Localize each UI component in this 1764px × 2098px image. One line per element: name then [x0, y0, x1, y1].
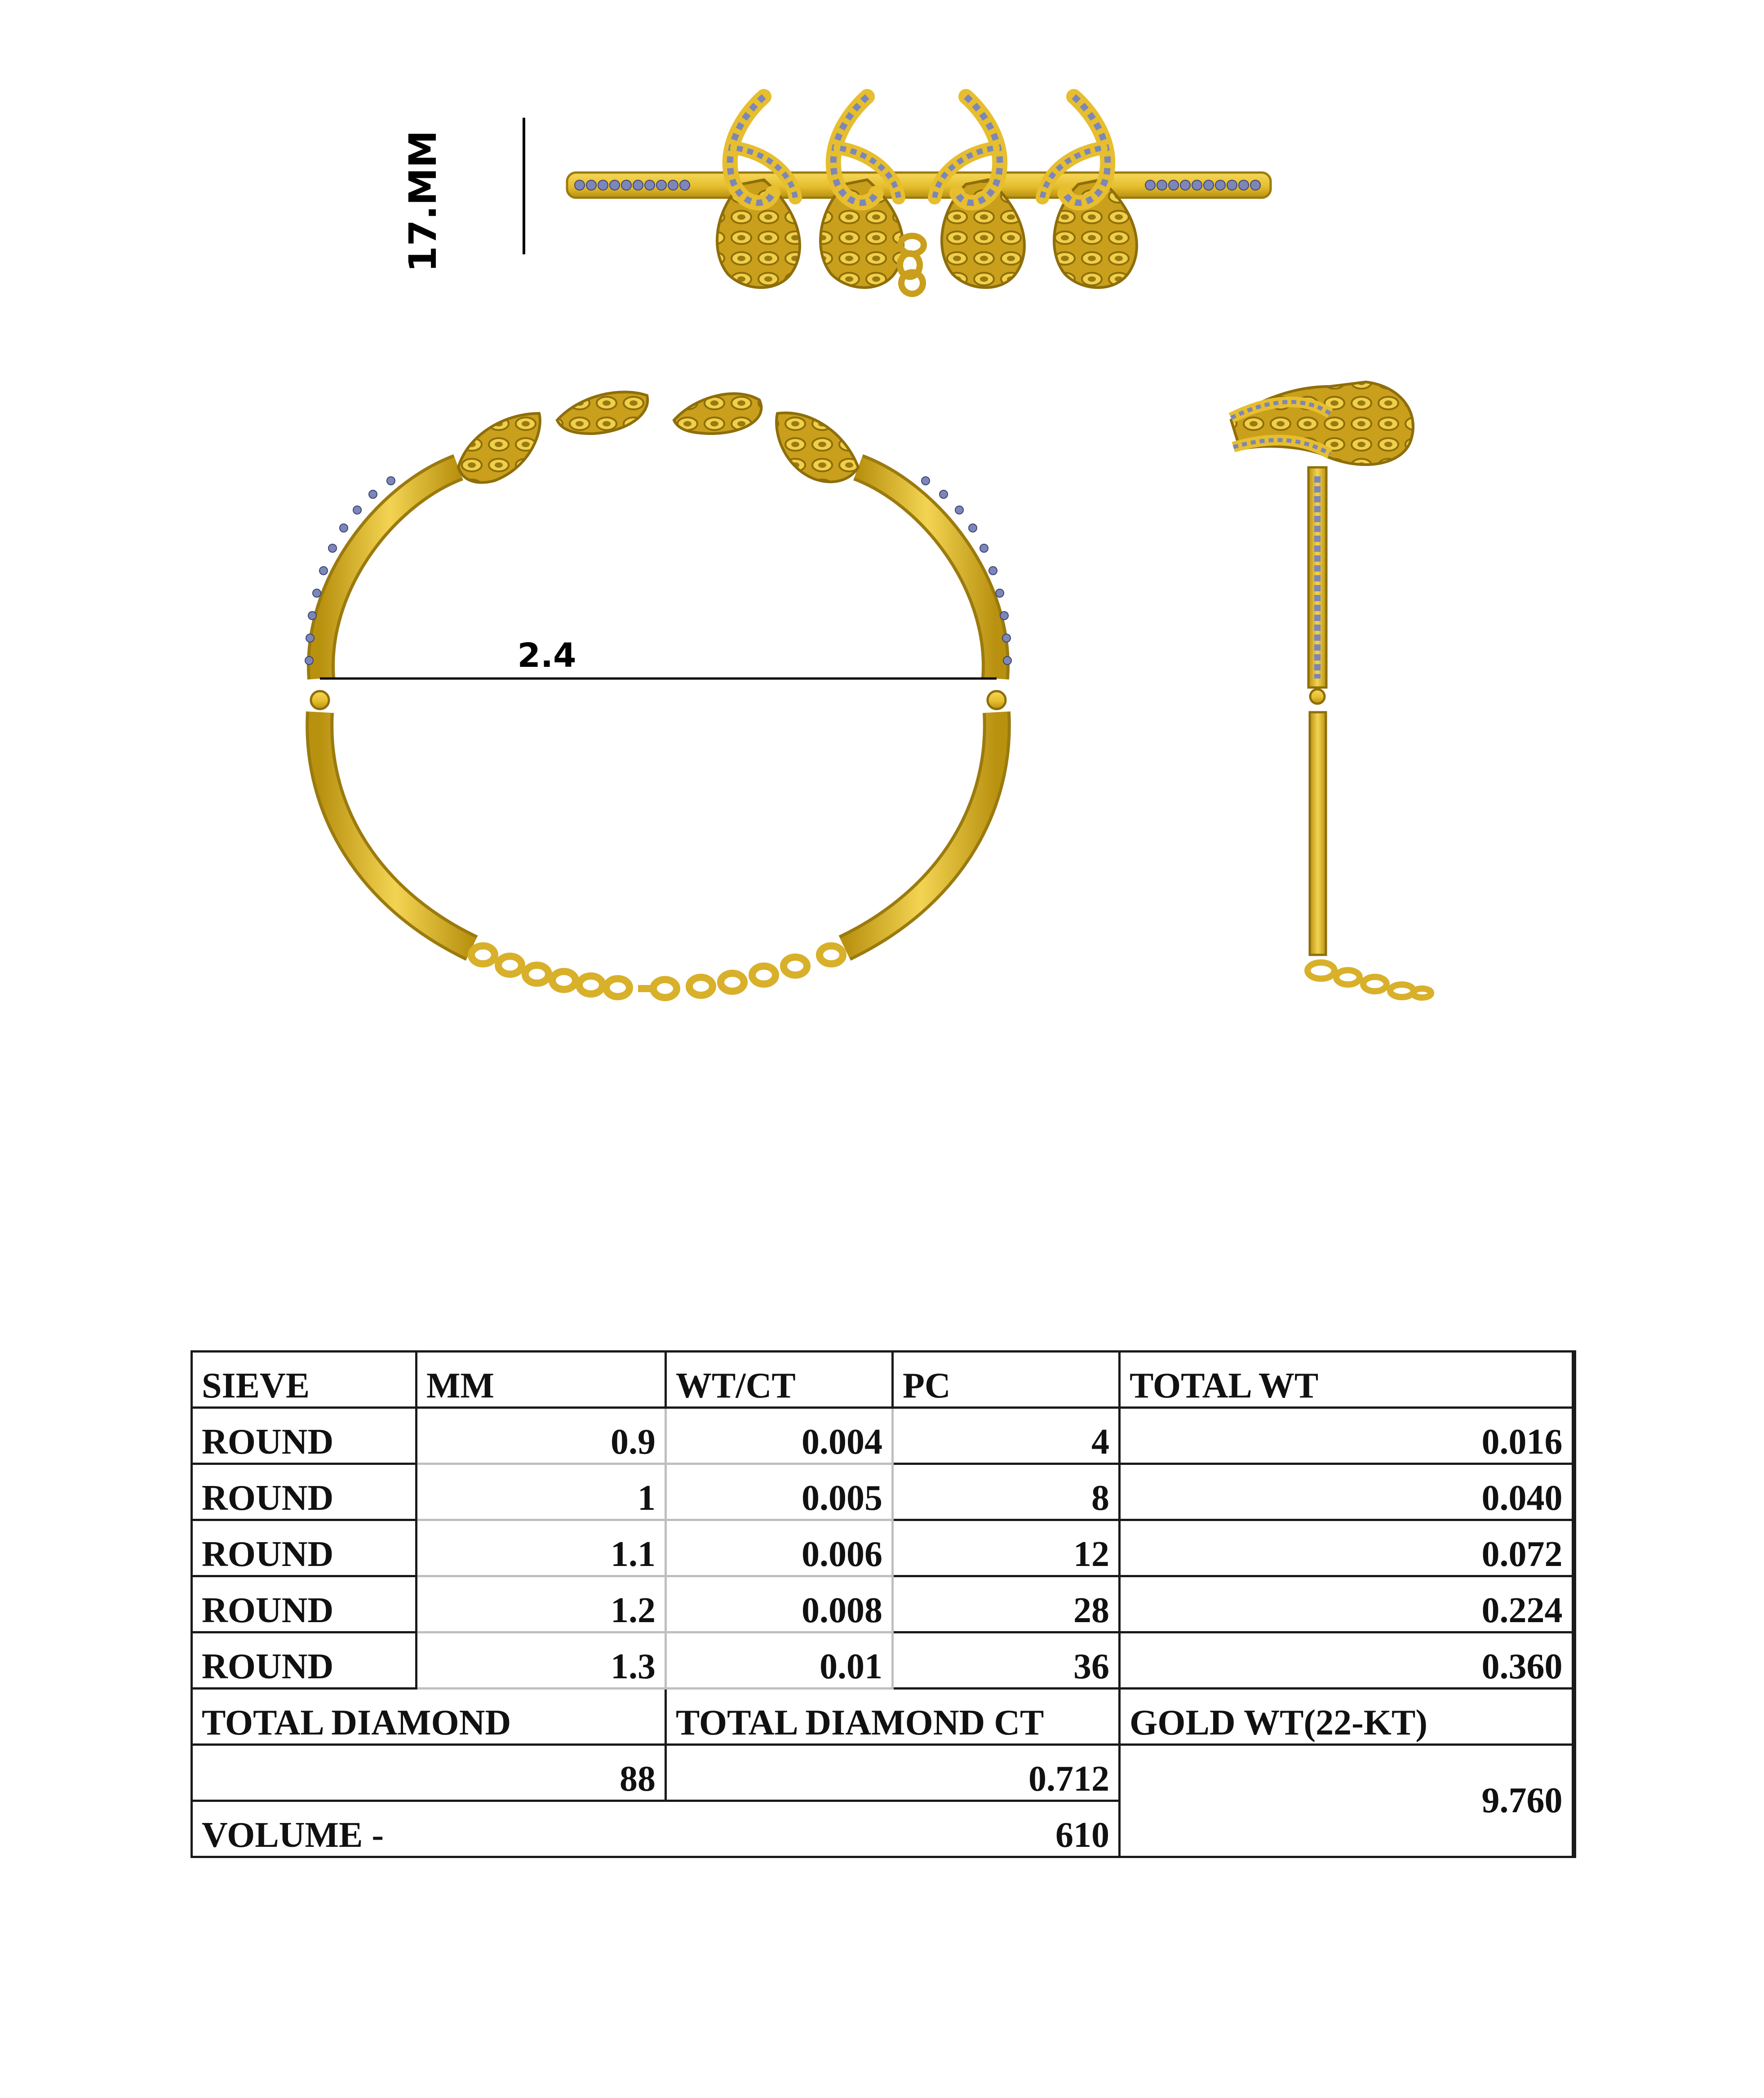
round-view-chain [471, 946, 843, 998]
header-pc: PC [893, 1352, 1120, 1408]
header-total-wt: TOTAL WT [1120, 1352, 1574, 1408]
table-row [192, 1520, 1574, 1576]
diamond-spec-table [191, 1350, 1576, 1858]
volume-label: VOLUME - [192, 1801, 666, 1857]
diameter-label: 2.4 [517, 636, 576, 675]
cell-pc: 12 [893, 1520, 1120, 1576]
gold-wt-value: 9.760 [1120, 1745, 1574, 1857]
totals-label-row [192, 1689, 1574, 1745]
table-row [192, 1632, 1574, 1689]
total-diamond-label: TOTAL DIAMOND [192, 1689, 666, 1745]
cell-sieve: ROUND [192, 1464, 417, 1520]
table-row [192, 1464, 1574, 1520]
height-dimension-label: 17.MM [401, 130, 445, 272]
cell-pc: 8 [893, 1464, 1120, 1520]
cell-sieve: ROUND [192, 1408, 417, 1464]
cell-wt-ct: 0.005 [666, 1464, 893, 1520]
header-sieve: SIEVE [192, 1352, 417, 1408]
cell-pc: 28 [893, 1576, 1120, 1632]
cell-pc: 36 [893, 1632, 1120, 1689]
cell-total-wt: 0.072 [1120, 1520, 1574, 1576]
cell-mm: 0.9 [417, 1408, 666, 1464]
cell-mm: 1.1 [417, 1520, 666, 1576]
round-view-teardrops [458, 392, 858, 482]
cell-mm: 1.3 [417, 1632, 666, 1689]
table-row [192, 1576, 1574, 1632]
cell-mm: 1 [417, 1464, 666, 1520]
cell-total-wt: 0.016 [1120, 1408, 1574, 1464]
round-view [305, 392, 1011, 998]
cell-sieve: ROUND [192, 1632, 417, 1689]
total-diamond-ct-value: 0.712 [666, 1745, 1120, 1801]
header-wt-ct: WT/CT [666, 1352, 893, 1408]
gold-wt-label: GOLD WT(22-KT) [1120, 1689, 1574, 1745]
cell-pc: 4 [893, 1408, 1120, 1464]
cell-wt-ct: 0.008 [666, 1576, 893, 1632]
cell-sieve: ROUND [192, 1576, 417, 1632]
header-mm: MM [417, 1352, 666, 1408]
top-view [401, 97, 1271, 294]
cell-mm: 1.2 [417, 1576, 666, 1632]
center-clasp-loops [900, 236, 924, 294]
cell-total-wt: 0.224 [1120, 1576, 1574, 1632]
totals-value-row [192, 1745, 1574, 1801]
cell-total-wt: 0.040 [1120, 1464, 1574, 1520]
cell-sieve: ROUND [192, 1520, 417, 1576]
volume-value: 610 [666, 1801, 1120, 1857]
total-diamond-ct-label: TOTAL DIAMOND CT [666, 1689, 1120, 1745]
side-view [1231, 382, 1431, 998]
table-header-row [192, 1352, 1574, 1408]
cell-wt-ct: 0.006 [666, 1520, 893, 1576]
cell-wt-ct: 0.01 [666, 1632, 893, 1689]
cell-total-wt: 0.360 [1120, 1632, 1574, 1689]
table-row [192, 1408, 1574, 1464]
total-diamond-value: 88 [192, 1745, 666, 1801]
cell-wt-ct: 0.004 [666, 1408, 893, 1464]
